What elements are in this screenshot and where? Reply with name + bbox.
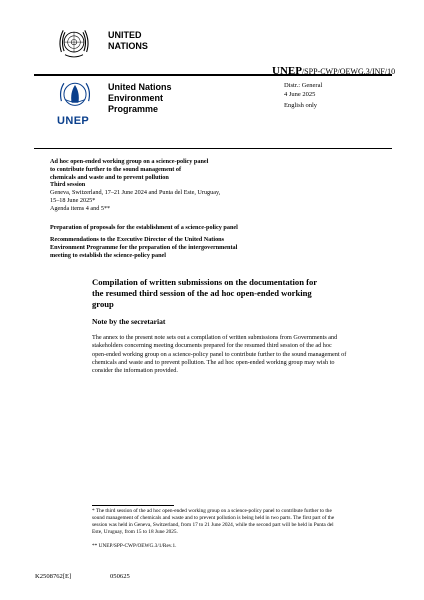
unep-name-line2: Environment — [108, 93, 164, 103]
body-line3: open-ended working group on a science-policy panel to contribute further to the sound management of — [92, 350, 347, 358]
document-symbol — [272, 65, 395, 77]
title-line1: Compilation of written submissions on the documentation for — [92, 277, 318, 287]
footnote-1-line1: * The third session of the ad hoc open-ended working group on a science-policy panel to contribute further to the — [92, 508, 332, 514]
venue-line1: Geneva, Switzerland, 17–21 June 2024 and Punta del Este, Uruguay, — [50, 189, 221, 197]
meeting-body-line1: Ad hoc open-ended working group on a science-policy panel — [50, 158, 209, 165]
reco-line3: meeting to establish the science-policy panel — [50, 251, 167, 259]
distribution-info — [284, 82, 322, 99]
unep-name-line3: Programme — [108, 104, 159, 114]
meeting-block — [50, 158, 280, 213]
agenda: Agenda items 4 and 5** — [50, 204, 111, 212]
agenda-item-title: Preparation of proposals for the establishment of a science-policy panel — [50, 224, 238, 231]
un-name-line1: UNITED — [108, 30, 142, 40]
language-note: English only — [284, 102, 318, 109]
recommendations — [50, 236, 290, 259]
footnote-1-line4: Este, Uruguay, from 15 to 18 June 2025. — [92, 529, 178, 535]
meeting-body-line2: to contribute further to the sound management of — [50, 165, 182, 173]
document-title — [92, 277, 362, 310]
footnote-1 — [92, 508, 390, 536]
unep-name-line1: United Nations — [108, 82, 172, 92]
title-line2: the resumed third session of the ad hoc open-ended working — [92, 288, 312, 298]
unep-wordmark: UNEP — [57, 115, 90, 127]
body-text — [92, 334, 390, 375]
unep-name — [108, 82, 172, 115]
reco-line2: Environment Programme for the preparation of the intergovernmental — [50, 243, 238, 251]
body-line5: consider the information provided. — [92, 367, 178, 375]
footnote-1-line2: sound management of chemicals and waste and to prevent pollution is being held in two parts. The first part of the — [92, 515, 335, 521]
un-name-line2: NATIONS — [108, 41, 148, 51]
session: Third session — [50, 181, 86, 189]
job-number: K2508762[E] — [35, 573, 72, 580]
body-line1: The annex to the present note sets out a compilation of written submissions from Governments and — [92, 334, 338, 341]
body-line2: stakeholders concerning meeting documents prepared for the resumed third session of the ad hoc — [92, 342, 332, 350]
symbol-prefix: UNEP — [272, 65, 302, 77]
footnote-1-line3: session was held in Geneva, Switzerland, from 17 to 21 June 2024, while the second part will be held in Punta del — [92, 522, 334, 528]
symbol-rest: /SPP-CWP/OEWG.3/INF/10 — [301, 67, 396, 76]
title-line3: group — [92, 299, 114, 309]
venue-line2: 15–18 June 2025* — [50, 196, 96, 204]
issue-date: 4 June 2025 — [284, 90, 316, 98]
footnote-rule — [92, 505, 174, 506]
body-line4: chemicals and waste and to prevent pollution. The ad hoc open-ended working group may wish to — [92, 358, 335, 366]
footnote-2: ** UNEP/SPP-CWP/OEWG.3/1/Rev.1. — [92, 543, 177, 549]
unep-emblem-icon — [58, 79, 92, 113]
meeting-body-line3: chemicals and waste and to prevent pollution — [50, 173, 169, 181]
header-bottom-rule — [34, 148, 392, 149]
un-name — [108, 30, 148, 52]
job-date: 050625 — [110, 573, 130, 580]
un-emblem-icon — [56, 25, 92, 61]
reco-line1: Recommendations to the Executive Director of the United Nations — [50, 236, 225, 243]
distribution: Distr.: General — [284, 82, 323, 89]
note-heading: Note by the secretariat — [92, 317, 166, 326]
